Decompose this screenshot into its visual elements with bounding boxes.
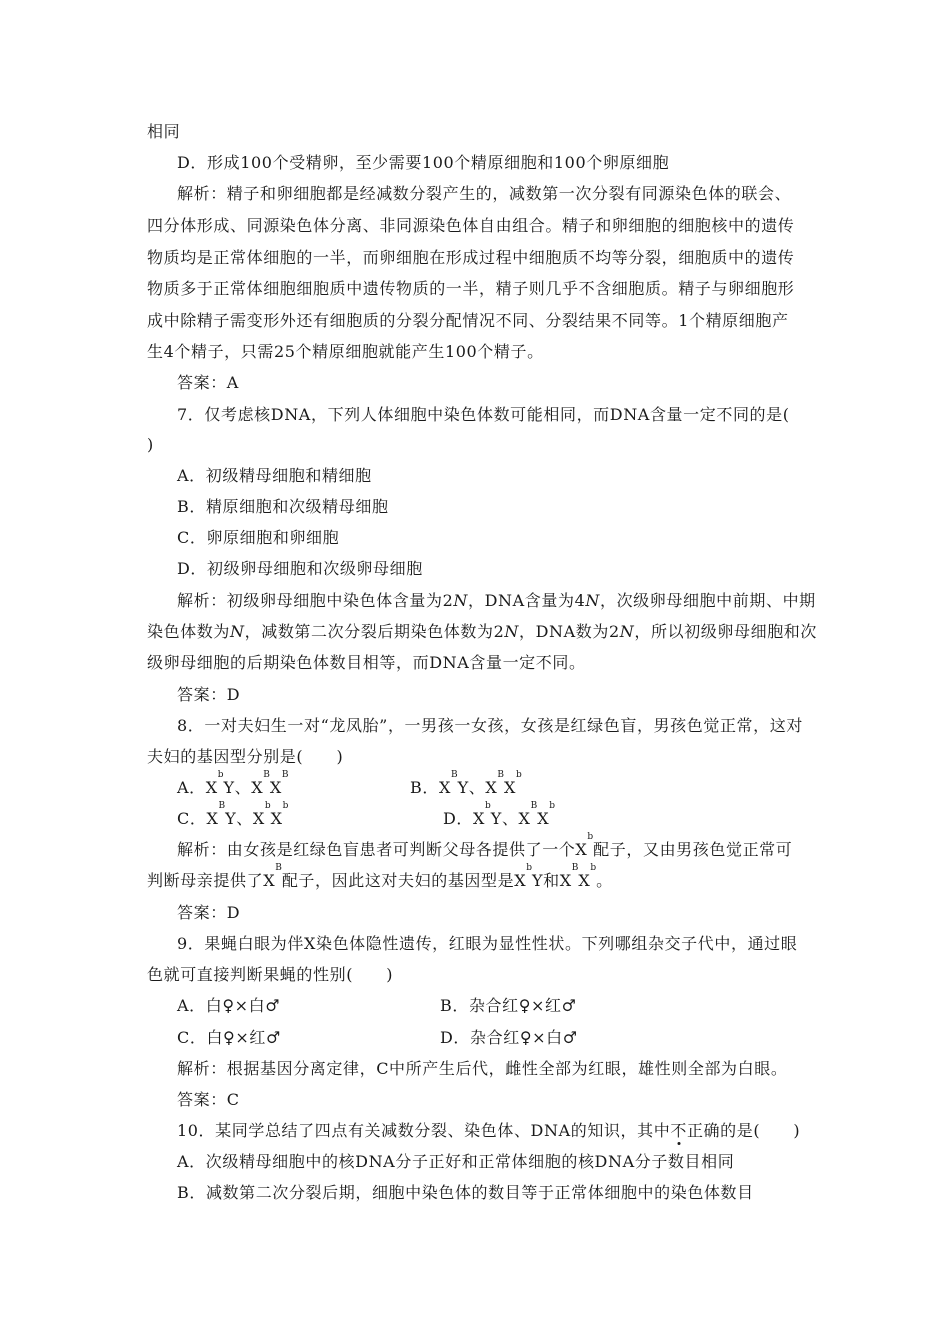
option-b: B．杂合红♀×红♂ [440, 996, 577, 1015]
analysis-line: 解析：根据基因分离定律，C中所产生后代，雌性全部为红眼，雄性则全部为白眼。 [177, 1059, 788, 1078]
emphasis-dot-char: 不 [670, 1121, 687, 1140]
analysis-line: 解析：精子和卵细胞都是经减数分裂产生的，减数第一次分裂有同源染色体的联会、 [177, 184, 792, 203]
text-line: 级卵母细胞的后期染色体数目相等，而DNA含量一定不同。 [147, 653, 586, 672]
option-d: D．初级卵母细胞和次级卵母细胞 [177, 559, 423, 578]
answer-line: 答案：D [177, 685, 241, 704]
option-c: C．$X^BY$、$X^bX^b$ [177, 801, 289, 828]
option-a: A．次级精母细胞中的核DNA分子正好和正常体细胞的核DNA分子数目相同 [177, 1152, 735, 1171]
option-b: B．$X^BY$、$X^BX^b$ [410, 770, 522, 797]
option-b: B．精原细胞和次级精母细胞 [177, 497, 389, 516]
text-line: 相同 [147, 122, 181, 141]
text-line: 色就可直接判断果蝇的性别( ) [147, 965, 394, 984]
option-a: A．$X^bY$、$X^BX^B$ [177, 770, 289, 797]
text-line: 染色体数为N，减数第二次分裂后期染色体数为2N，DNA数为2N，所以初级卵母细胞和次 [147, 622, 817, 641]
question-7: 7．仅考虑核DNA，下列人体细胞中染色体数可能相同，而DNA含量一定不同的是( [177, 405, 790, 424]
text-line: 四分体形成、同源染色体分离、非同源染色体自由组合。精子和卵细胞的细胞核中的遗传 [147, 216, 795, 235]
option-d: D．$X^bY$、$X^BX^b$ [443, 801, 555, 828]
option-d: D．形成100个受精卵，至少需要100个精原细胞和100个卵原细胞 [177, 153, 670, 172]
option-c: C．卵原细胞和卵细胞 [177, 528, 340, 547]
answer-line: 答案：C [177, 1090, 240, 1109]
option-a: A．初级精母细胞和精细胞 [177, 466, 372, 485]
analysis-line: 解析：初级卵母细胞中染色体含量为2N，DNA含量为4N，次级卵母细胞中前期、中期 [177, 591, 816, 610]
option-c: C．白♀×红♂ [177, 1028, 281, 1047]
question-10: 10．某同学总结了四点有关减数分裂、染色体、DNA的知识，其中不正确的是( ) [177, 1121, 801, 1140]
text-line: 物质多于正常体细胞细胞质中遗传物质的一半，精子则几乎不含细胞质。精子与卵细胞形 [147, 279, 795, 298]
analysis-line: 解析：由女孩是红绿色盲患者可判断父母各提供了一个$X^b$配子，又由男孩色觉正常可 [177, 832, 793, 859]
option-d: D．杂合红♀×白♂ [440, 1028, 578, 1047]
text-line: 成中除精子需变形外还有细胞质的分裂分配情况不同、分裂结果不同等。1个精原细胞产 [147, 311, 789, 330]
text-line: 物质均是正常体细胞的一半，而卵细胞在形成过程中细胞质不均等分裂，细胞质中的遗传 [147, 248, 795, 267]
option-a: A．白♀×白♂ [177, 996, 281, 1015]
text-line: 夫妇的基因型分别是( ) [147, 747, 344, 766]
text-line: 判断母亲提供了$X^B$配子，因此这对夫妇的基因型是$X^bY$和$X^BX^b$。 [147, 863, 613, 890]
text-line: ) [147, 435, 154, 454]
answer-line: 答案：A [177, 373, 239, 392]
question-9: 9．果蝇白眼为伴X染色体隐性遗传，红眼为显性性状。下列哪组杂交子代中，通过眼 [177, 934, 798, 953]
text-line: 生4个精子，只需25个精原细胞就能产生100个精子。 [147, 342, 544, 361]
answer-line: 答案：D [177, 903, 241, 922]
option-b: B．减数第二次分裂后期，细胞中染色体的数目等于正常体细胞中的染色体数目 [177, 1183, 754, 1202]
question-8: 8．一对夫妇生一对“龙凤胎”，一男孩一女孩，女孩是红绿色盲，男孩色觉正常，这对 [177, 716, 803, 735]
